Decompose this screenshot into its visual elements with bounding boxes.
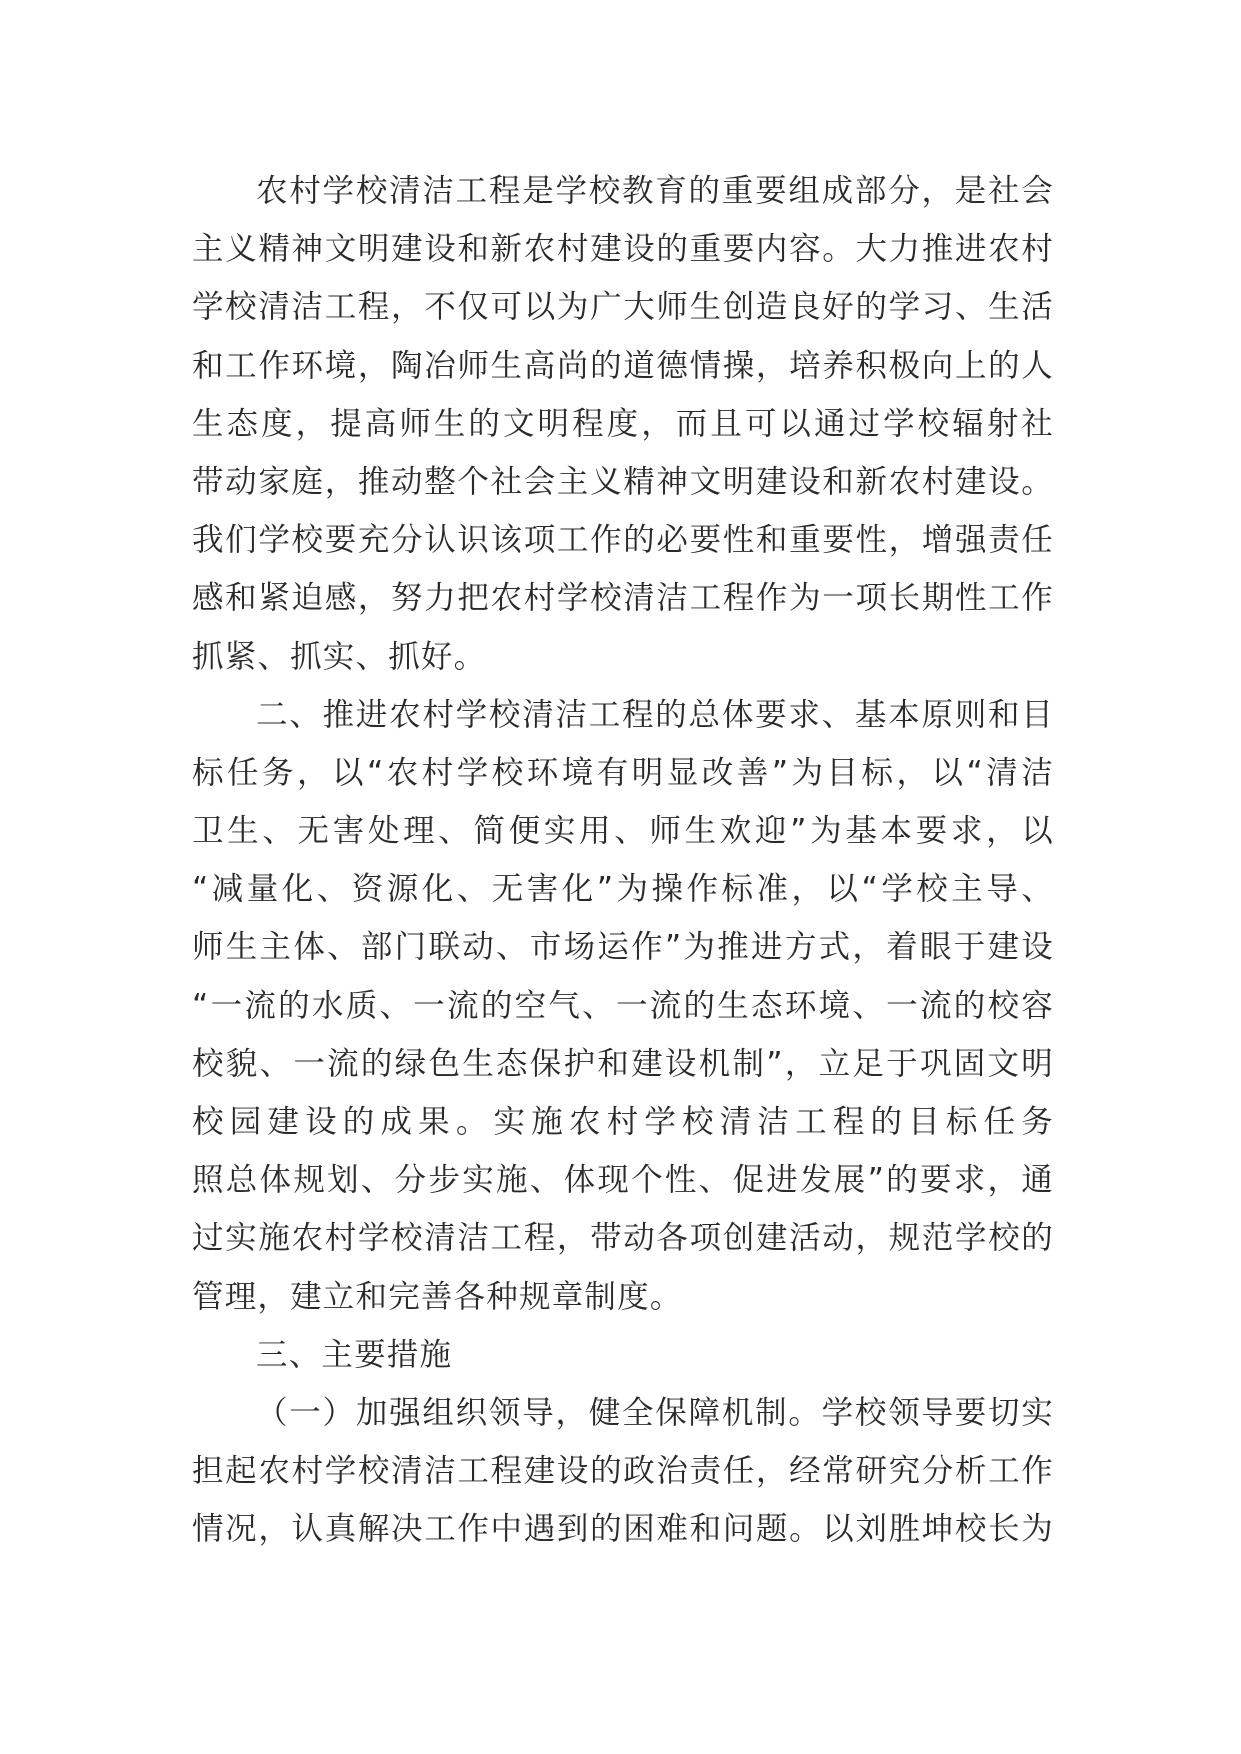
text-line: 主义精神文明建设和新农村建设的重要内容。大力推进农村 — [192, 231, 1054, 268]
intro-paragraph — [192, 162, 1054, 686]
text-line: “一流的水质、一流的空气、一流的生态环境、一流的校容 — [192, 987, 1054, 1024]
text-line: “减量化、资源化、无害化”为操作标准，以“学校主导、 — [192, 871, 1054, 908]
text-line: 过实施农村学校清洁工程，带动各项创建活动，规范学校的 — [192, 1220, 1054, 1257]
section-three-heading — [192, 1326, 1054, 1384]
text-line: 带动家庭，推动整个社会主义精神文明建设和新农村建设。 — [192, 463, 1054, 500]
text-line: 卫生、无害处理、简便实用、师生欢迎”为基本要求，以 — [192, 813, 1054, 850]
text-line: 校貌、一流的绿色生态保护和建设机制”，立足于巩固文明 — [192, 1045, 1054, 1082]
text-line: 农村学校清洁工程是学校教育的重要组成部分，是社会 — [256, 173, 1054, 209]
text-line: （一）加强组织领导，健全保障机制。学校领导要切实 — [256, 1394, 1054, 1431]
text-line: 感和紧迫感，努力把农村学校清洁工程作为一项长期性工作 — [192, 580, 1054, 617]
section-two-paragraph — [192, 686, 1054, 1326]
section-heading: 三、主要措施 — [256, 1336, 453, 1373]
text-line: 担起农村学校清洁工程建设的政治责任，经常研究分析工作 — [192, 1453, 1054, 1490]
text-line: 抓紧、抓实、抓好。 — [192, 638, 487, 675]
document-body — [192, 162, 1054, 1559]
text-line: 情况，认真解决工作中遇到的困难和问题。以刘胜坤校长为 — [192, 1511, 1054, 1548]
text-line: 生态度，提高师生的文明程度，而且可以通过学校辐射社 — [192, 405, 1054, 442]
text-line: 和工作环境，陶冶师生高尚的道德情操，培养积极向上的人 — [192, 347, 1054, 384]
text-line: 照总体规划、分步实施、体现个性、促进发展”的要求，通 — [192, 1162, 1054, 1199]
text-line: 师生主体、部门联动、市场运作”为推进方式，着眼于建设 — [192, 929, 1054, 966]
text-line: 管理，建立和完善各种规章制度。 — [192, 1278, 683, 1315]
text-line: 二、推进农村学校清洁工程的总体要求、基本原则和目 — [256, 696, 1054, 733]
text-line: 我们学校要充分认识该项工作的必要性和重要性，增强责任 — [192, 522, 1054, 559]
text-line: 标任务，以“农村学校环境有明显改善”为目标，以“清洁 — [192, 754, 1054, 791]
text-line: 学校清洁工程，不仅可以为广大师生创造良好的学习、生活 — [192, 289, 1054, 326]
measure-one-paragraph — [192, 1384, 1054, 1559]
text-line: 校园建设的成果。实施农村学校清洁工程的目标任务 — [192, 1104, 1054, 1140]
